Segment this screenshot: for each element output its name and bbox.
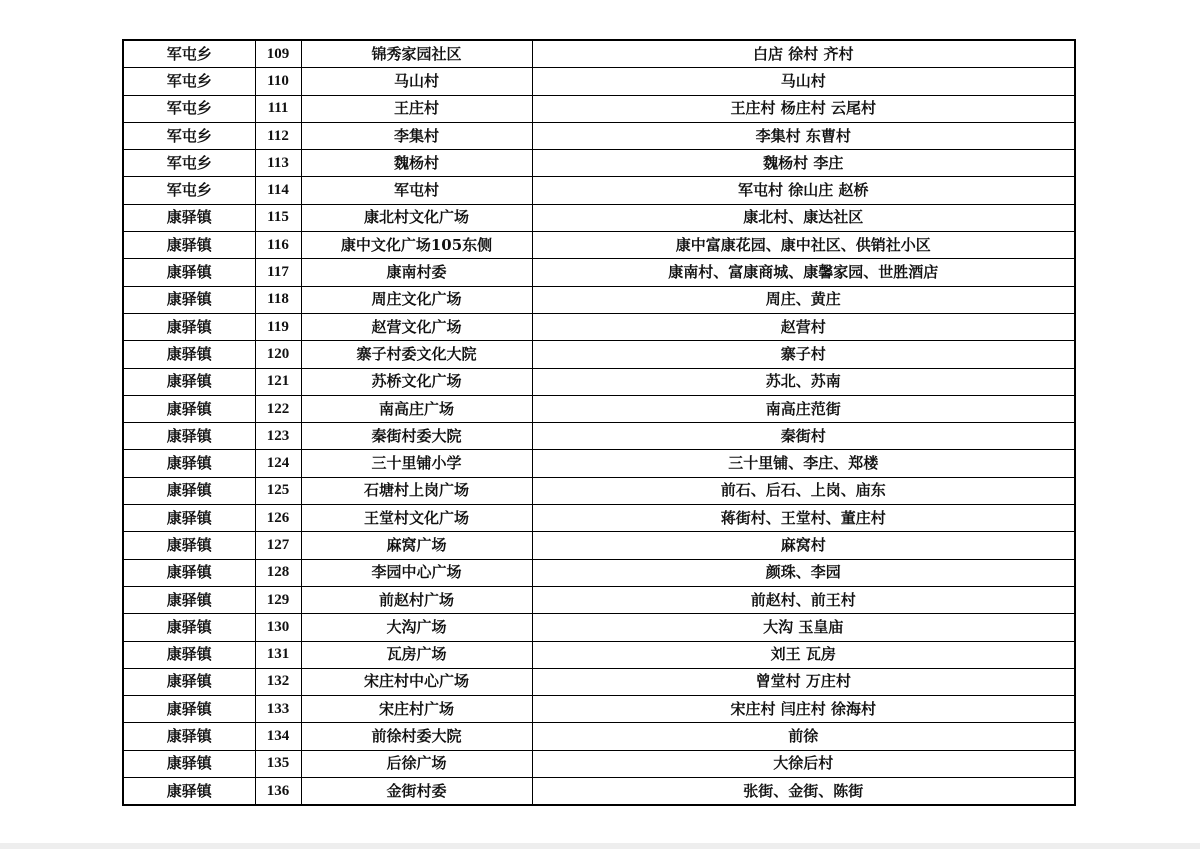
- site-village-table: [122, 39, 1076, 806]
- villages-cell: 前徐: [532, 723, 1075, 750]
- town-cell: 康驿镇: [123, 750, 255, 777]
- site-cell: 石塘村上岗广场: [301, 477, 532, 504]
- town-cell: 康驿镇: [123, 368, 255, 395]
- town-cell: 康驿镇: [123, 232, 255, 259]
- site-cell: 宋庄村广场: [301, 696, 532, 723]
- row-number-cell: 128: [255, 559, 301, 586]
- table-row: [123, 668, 1075, 695]
- villages-cell: 前石、后石、上岗、庙东: [532, 477, 1075, 504]
- table-row: [123, 559, 1075, 586]
- town-cell: 康驿镇: [123, 559, 255, 586]
- villages-cell: 麻窝村: [532, 532, 1075, 559]
- row-number-cell: 120: [255, 341, 301, 368]
- table-row: [123, 723, 1075, 750]
- table-row: [123, 232, 1075, 259]
- row-number-cell: 132: [255, 668, 301, 695]
- site-cell: 康北村文化广场: [301, 204, 532, 231]
- row-number-cell: 121: [255, 368, 301, 395]
- table-row: [123, 505, 1075, 532]
- site-cell: 前赵村广场: [301, 586, 532, 613]
- site-cell: 大沟广场: [301, 614, 532, 641]
- table-row: [123, 95, 1075, 122]
- town-cell: 康驿镇: [123, 723, 255, 750]
- villages-cell: 白店 徐村 齐村: [532, 40, 1075, 68]
- villages-cell: 南高庄范街: [532, 395, 1075, 422]
- row-number-cell: 111: [255, 95, 301, 122]
- villages-cell: 李集村 东曹村: [532, 122, 1075, 149]
- site-cell: 康南村委: [301, 259, 532, 286]
- row-number-cell: 109: [255, 40, 301, 68]
- villages-cell: 前赵村、前王村: [532, 586, 1075, 613]
- table-row: [123, 68, 1075, 95]
- page-bottom-edge: [0, 843, 1200, 849]
- table-row: [123, 40, 1075, 68]
- town-cell: 军屯乡: [123, 68, 255, 95]
- town-cell: 康驿镇: [123, 341, 255, 368]
- row-number-cell: 117: [255, 259, 301, 286]
- site-cell: 康中文化广场105东侧: [301, 232, 532, 259]
- town-cell: 康驿镇: [123, 641, 255, 668]
- town-cell: 康驿镇: [123, 586, 255, 613]
- villages-cell: 寨子村: [532, 341, 1075, 368]
- table-row: [123, 150, 1075, 177]
- site-cell: 周庄文化广场: [301, 286, 532, 313]
- table-row: [123, 259, 1075, 286]
- row-number-cell: 135: [255, 750, 301, 777]
- town-cell: 军屯乡: [123, 177, 255, 204]
- villages-cell: 颜珠、李园: [532, 559, 1075, 586]
- table-row: [123, 750, 1075, 777]
- villages-cell: 王庄村 杨庄村 云尾村: [532, 95, 1075, 122]
- site-cell: 李园中心广场: [301, 559, 532, 586]
- table-row: [123, 395, 1075, 422]
- row-number-cell: 110: [255, 68, 301, 95]
- town-cell: 康驿镇: [123, 668, 255, 695]
- site-cell: 瓦房广场: [301, 641, 532, 668]
- site-cell: 王堂村文化广场: [301, 505, 532, 532]
- table-row: [123, 368, 1075, 395]
- town-cell: 康驿镇: [123, 532, 255, 559]
- villages-cell: 军屯村 徐山庄 赵桥: [532, 177, 1075, 204]
- town-cell: 康驿镇: [123, 614, 255, 641]
- row-number-cell: 113: [255, 150, 301, 177]
- town-cell: 康驿镇: [123, 505, 255, 532]
- row-number-cell: 133: [255, 696, 301, 723]
- villages-cell: 康中富康花园、康中社区、供销社小区: [532, 232, 1075, 259]
- town-cell: 康驿镇: [123, 204, 255, 231]
- row-number-cell: 125: [255, 477, 301, 504]
- table-row: [123, 341, 1075, 368]
- town-cell: 康驿镇: [123, 313, 255, 340]
- table-row: [123, 286, 1075, 313]
- table-row: [123, 477, 1075, 504]
- table-row: [123, 696, 1075, 723]
- site-cell: 李集村: [301, 122, 532, 149]
- town-cell: 军屯乡: [123, 122, 255, 149]
- villages-cell: 大沟 玉皇庙: [532, 614, 1075, 641]
- row-number-cell: 124: [255, 450, 301, 477]
- villages-cell: 秦街村: [532, 423, 1075, 450]
- site-cell: 麻窝广场: [301, 532, 532, 559]
- villages-cell: 康南村、富康商城、康馨家园、世胜酒店: [532, 259, 1075, 286]
- row-number-cell: 114: [255, 177, 301, 204]
- villages-cell: 三十里铺、李庄、郑楼: [532, 450, 1075, 477]
- row-number-cell: 123: [255, 423, 301, 450]
- row-number-cell: 127: [255, 532, 301, 559]
- town-cell: 康驿镇: [123, 696, 255, 723]
- town-cell: 康驿镇: [123, 778, 255, 806]
- villages-cell: 张街、金街、陈街: [532, 778, 1075, 806]
- town-cell: 军屯乡: [123, 150, 255, 177]
- site-cell: 王庄村: [301, 95, 532, 122]
- table-row: [123, 586, 1075, 613]
- row-number-cell: 112: [255, 122, 301, 149]
- row-number-cell: 122: [255, 395, 301, 422]
- site-cell: 锦秀家园社区: [301, 40, 532, 68]
- site-cell: 赵营文化广场: [301, 313, 532, 340]
- town-cell: 军屯乡: [123, 40, 255, 68]
- table-row: [123, 177, 1075, 204]
- site-cell: 三十里铺小学: [301, 450, 532, 477]
- row-number-cell: 129: [255, 586, 301, 613]
- villages-cell: 康北村、康达社区: [532, 204, 1075, 231]
- villages-cell: 曾堂村 万庄村: [532, 668, 1075, 695]
- row-number-cell: 115: [255, 204, 301, 231]
- site-cell: 宋庄村中心广场: [301, 668, 532, 695]
- villages-cell: 魏杨村 李庄: [532, 150, 1075, 177]
- villages-cell: 苏北、苏南: [532, 368, 1075, 395]
- table-row: [123, 641, 1075, 668]
- villages-cell: 宋庄村 闫庄村 徐海村: [532, 696, 1075, 723]
- town-cell: 康驿镇: [123, 395, 255, 422]
- town-cell: 康驿镇: [123, 259, 255, 286]
- site-cell: 前徐村委大院: [301, 723, 532, 750]
- table-row: [123, 204, 1075, 231]
- table-row: [123, 423, 1075, 450]
- table-body: [123, 40, 1075, 805]
- town-cell: 康驿镇: [123, 286, 255, 313]
- table-row: [123, 122, 1075, 149]
- town-cell: 康驿镇: [123, 477, 255, 504]
- table-row: [123, 450, 1075, 477]
- site-cell: 马山村: [301, 68, 532, 95]
- row-number-cell: 134: [255, 723, 301, 750]
- site-cell: 后徐广场: [301, 750, 532, 777]
- site-cell: 金街村委: [301, 778, 532, 806]
- town-cell: 康驿镇: [123, 450, 255, 477]
- row-number-cell: 116: [255, 232, 301, 259]
- villages-cell: 赵营村: [532, 313, 1075, 340]
- table-row: [123, 614, 1075, 641]
- site-cell: 魏杨村: [301, 150, 532, 177]
- table-row: [123, 313, 1075, 340]
- row-number-cell: 131: [255, 641, 301, 668]
- town-cell: 康驿镇: [123, 423, 255, 450]
- villages-cell: 刘王 瓦房: [532, 641, 1075, 668]
- site-cell: 秦街村委大院: [301, 423, 532, 450]
- villages-cell: 蒋街村、王堂村、董庄村: [532, 505, 1075, 532]
- row-number-cell: 118: [255, 286, 301, 313]
- villages-cell: 大徐后村: [532, 750, 1075, 777]
- villages-cell: 马山村: [532, 68, 1075, 95]
- town-cell: 军屯乡: [123, 95, 255, 122]
- row-number-cell: 119: [255, 313, 301, 340]
- row-number-cell: 130: [255, 614, 301, 641]
- row-number-cell: 126: [255, 505, 301, 532]
- table-row: [123, 532, 1075, 559]
- table-row: [123, 778, 1075, 806]
- row-number-cell: 136: [255, 778, 301, 806]
- site-cell: 寨子村委文化大院: [301, 341, 532, 368]
- site-cell: 苏桥文化广场: [301, 368, 532, 395]
- villages-cell: 周庄、黄庄: [532, 286, 1075, 313]
- site-cell: 南高庄广场: [301, 395, 532, 422]
- site-cell: 军屯村: [301, 177, 532, 204]
